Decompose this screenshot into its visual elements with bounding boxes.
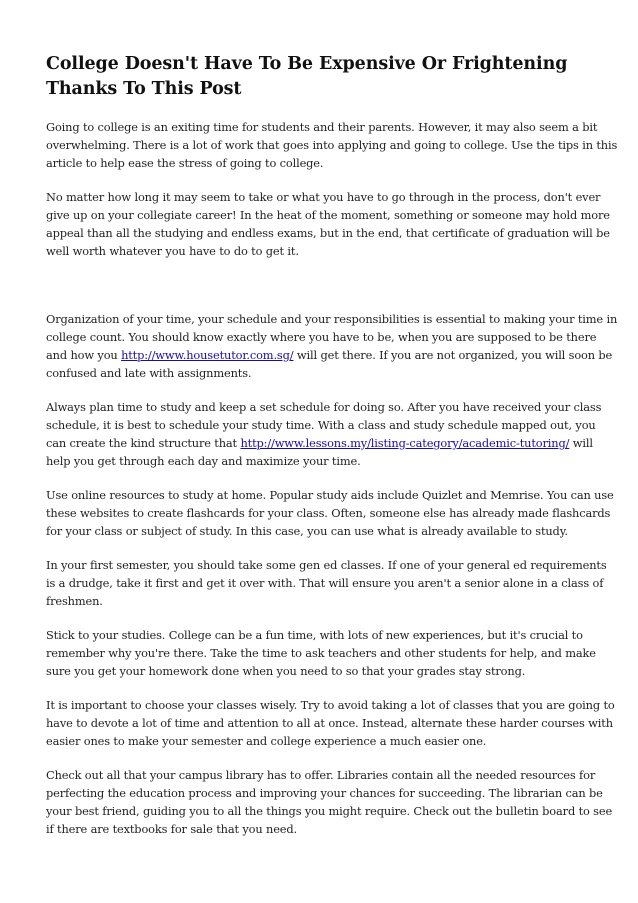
text-line [46, 434, 594, 452]
text-line: Use online resources to study at home. Popular study aids include Quizlet and Memrise. You can use [46, 488, 614, 502]
text-line: No matter how long it may seem to take or what you have to go through in the process, don't ever [46, 190, 601, 204]
text-line: It is important to choose your classes wisely. Try to avoid taking a lot of classes that you are going to [46, 698, 615, 712]
text-span: can create the kind structure that [46, 436, 241, 450]
paragraph-persistence [46, 188, 610, 260]
article-title [46, 52, 594, 102]
text-line: if there are textbooks for sale that you need. [46, 822, 297, 836]
housetutor-link[interactable]: http://www.housetutor.com.sg/ [121, 348, 294, 362]
paragraph-gen-ed [46, 556, 607, 610]
text-line: remember why you're there. Take the time to ask teachers and other students for help, and make [46, 646, 596, 660]
text-span: and how you [46, 348, 122, 362]
text-line: schedule, it is best to schedule your study time. With a class and study schedule mapped out, you [46, 418, 596, 432]
text-line: help you get through each day and maximize your time. [46, 454, 361, 468]
text-line: freshmen. [46, 594, 103, 608]
text-line: perfecting the education process and improving your chances for succeeding. The librarian can be [46, 786, 603, 800]
text-line: easier ones to make your semester and college experience a much easier one. [46, 734, 487, 748]
text-line: is a drudge, take it first and get it over with. That will ensure you aren't a senior alone in a class of [46, 576, 604, 590]
text-line: appeal than all the studying and endless exams, but in the end, that certificate of graduation will be [46, 226, 610, 240]
lessons-link[interactable]: http://www.lessons.my/listing-category/academic-tutoring/ [240, 436, 570, 450]
title-line: Thanks To This Post [46, 79, 242, 99]
paragraph-studies [46, 626, 594, 680]
text-line: overwhelming. There is a lot of work that goes into applying and going to college. Use the tips in this [46, 138, 618, 152]
text-line: college count. You should know exactly where you have to be, when you are supposed to be there [46, 330, 597, 344]
text-line: sure you get your homework done when you need to so that your grades stay strong. [46, 664, 526, 678]
paragraph-online-resources [46, 486, 614, 540]
text-line: In your first semester, you should take some gen ed classes. If one of your general ed requirements [46, 558, 607, 572]
text-line: Always plan time to study and keep a set schedule for doing so. After you have received your class [46, 400, 602, 414]
text-line: these websites to create flashcards for your class. Often, someone else has already made flashcards [46, 506, 611, 520]
text-line: confused and late with assignments. [46, 366, 252, 380]
paragraph-choose-classes [46, 696, 615, 750]
paragraph-intro [46, 118, 618, 172]
text-line: give up on your collegiate career! In the heat of the moment, something or someone may hold more [46, 208, 610, 222]
text-line: article to help ease the stress of going to college. [46, 156, 324, 170]
paragraph-organization [46, 310, 618, 382]
paragraph-library [46, 766, 613, 838]
text-line: Organization of your time, your schedule and your responsibilities is essential to making your time in [46, 312, 618, 326]
paragraph-study-schedule [46, 398, 602, 470]
text-span: will get there. If you are not organized, you will soon be [293, 348, 613, 362]
document-page [46, 52, 618, 854]
text-line: your best friend, guiding you to all the things you might require. Check out the bulletin board to see [46, 804, 613, 818]
text-span: will [569, 436, 593, 450]
text-line: Going to college is an exiting time for students and their parents. However, it may also seem a bit [46, 120, 598, 134]
text-line: have to devote a lot of time and attention to all at once. Instead, alternate these harder courses with [46, 716, 613, 730]
title-line: College Doesn't Have To Be Expensive Or Frightening [46, 54, 568, 74]
text-line [46, 346, 613, 364]
text-line: Stick to your studies. College can be a fun time, with lots of new experiences, but it's crucial to [46, 628, 583, 642]
text-line: for your class or subject of study. In this case, you can use what is already available to study. [46, 524, 568, 538]
text-line: Check out all that your campus library has to offer. Libraries contain all the needed resources for [46, 768, 596, 782]
text-line: well worth whatever you have to do to get it. [46, 244, 299, 258]
blank-space [46, 276, 594, 310]
